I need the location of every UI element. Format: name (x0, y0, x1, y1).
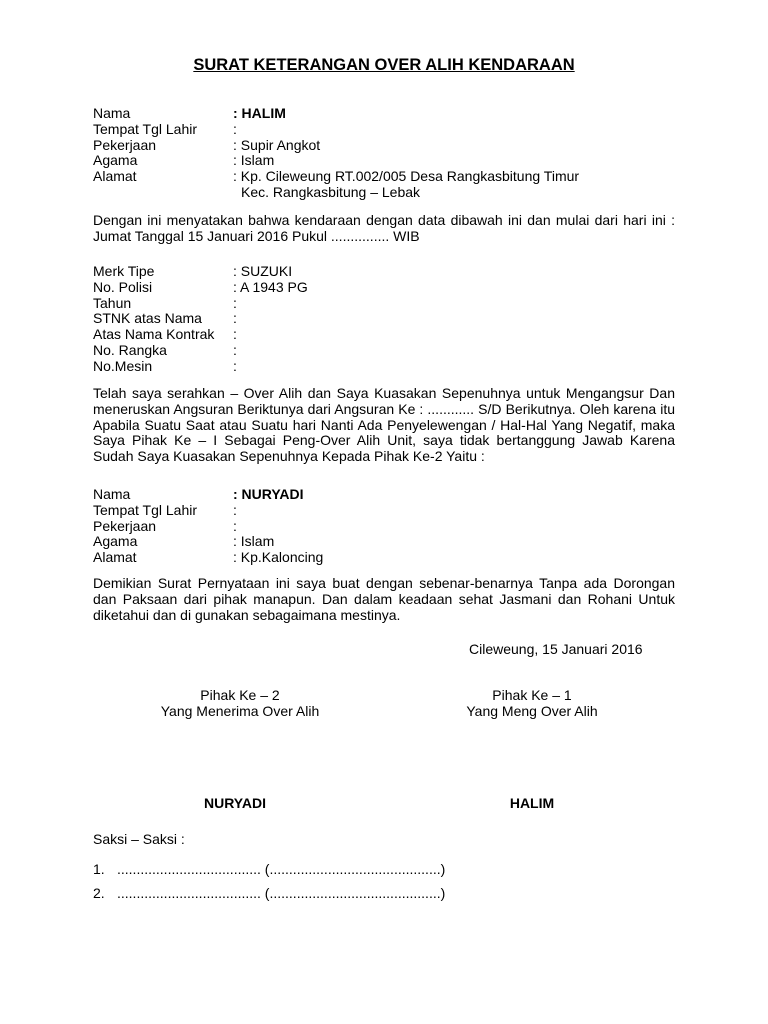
field-value: : Islam (233, 152, 275, 169)
document-title: SURAT KETERANGAN OVER ALIH KENDARAAN (193, 56, 575, 74)
address-continuation: Kec. Rangkasbitung – Lebak (241, 183, 421, 200)
party2-row-birth (93, 503, 693, 519)
field-value: : Islam (233, 533, 275, 550)
field-value: : HALIM (233, 105, 286, 121)
field-value: : Kp.Kaloncing (233, 549, 324, 566)
vehicle-table (93, 264, 693, 375)
field-label: Pekerjaan (93, 136, 157, 153)
field-label: Tempat Tgl Lahir (93, 120, 198, 137)
witness-number: 2. (93, 885, 105, 901)
witness-line: ..................................... (............................................) (117, 861, 446, 877)
vehicle-row-engine (93, 359, 693, 375)
field-label: Tahun (93, 294, 132, 311)
place-date: Cileweung, 15 Januari 2016 (469, 641, 643, 657)
closing-paragraph: Demikian Surat Pernyataan ini saya buat dengan sebenar-benarnya Tanpa ada Dorongan dan Paksaan dari pihak manapun. Dan dalam keadaan sehat Jasmani dan Rohani Untuk diketahui dan di gunakan sebagaimana mestinya. (93, 575, 675, 623)
field-value: : (233, 310, 237, 327)
vehicle-row-brand (93, 264, 693, 280)
field-label: Alamat (93, 168, 137, 185)
field-value: : (233, 120, 237, 137)
party1-row-religion (93, 153, 693, 169)
party2-row-name (93, 487, 693, 503)
field-value: : A 1943 PG (233, 278, 308, 295)
party1-row-birth (93, 122, 693, 138)
field-value: : NURYADI (233, 486, 304, 502)
party2-row-job (93, 519, 693, 535)
vehicle-row-plate (93, 280, 693, 296)
party1-row-job (93, 138, 693, 154)
field-value: : (233, 326, 237, 343)
field-value: : Kp. Cileweung RT.002/005 Desa Rangkasbitung Timur (233, 168, 580, 185)
field-value: : (233, 517, 237, 534)
field-label: Tempat Tgl Lahir (93, 501, 198, 518)
party1-row-address-cont (93, 185, 693, 201)
party1-row-name (93, 106, 693, 122)
signature-right-line2: Yang Meng Over Alih (466, 703, 598, 719)
signature-right-line1: Pihak Ke – 1 (492, 687, 572, 703)
field-value: : Supir Angkot (233, 136, 321, 153)
field-label: Alamat (93, 549, 137, 566)
field-label: Pekerjaan (93, 517, 157, 534)
vehicle-row-year (93, 296, 693, 312)
field-label: Atas Nama Kontrak (93, 326, 215, 343)
field-label: Nama (93, 486, 131, 502)
field-value: : (233, 341, 237, 358)
field-value: : (233, 294, 237, 311)
witness-number: 1. (93, 861, 105, 877)
signature-left-name: NURYADI (204, 795, 266, 811)
signature-right-name: HALIM (509, 795, 555, 811)
vehicle-row-stnk (93, 311, 693, 327)
handover-paragraph: Telah saya serahkan – Over Alih dan Saya Kuasakan Sepenuhnya untuk Mengangsur Dan meneruskan Angsuran Beriktunya dari Angsuran Ke : ............ S/D Berikutnya. Oleh karena itu Apabila Suatu Saat atau Suatu hari Nanti Ada Penyelewengan / Hal-Hal Yang Negatif, maka Saya Pihak Ke – I Sebagai Peng-Over Alih Unit, saya tidak bertanggung Jawab Karena Sudah Saya Kuasakan Sepenuhnya Kepada Pihak Ke-2 Yaitu : (93, 385, 675, 465)
party2-row-religion (93, 534, 693, 550)
field-label: Merk Tipe (93, 263, 155, 279)
witness-line: ..................................... (............................................) (117, 885, 446, 901)
vehicle-row-chassis (93, 343, 693, 359)
party1-row-address (93, 169, 693, 185)
field-label: STNK atas Nama (93, 310, 202, 327)
statement-paragraph: Dengan ini menyatakan bahwa kendaraan dengan data dibawah ini dan mulai dari hari ini : Jumat Tanggal 15 Januari 2016 Pukul ............... WIB (93, 212, 675, 244)
field-value: : (233, 357, 237, 374)
field-label: No. Polisi (93, 278, 153, 295)
party1-table (93, 106, 693, 201)
field-label: Agama (93, 152, 138, 169)
field-label: No.Mesin (93, 357, 153, 374)
signature-left-line2: Yang Menerima Over Alih (160, 703, 320, 719)
party2-row-address (93, 550, 693, 566)
field-value: : SUZUKI (233, 263, 293, 279)
vehicle-row-contract (93, 327, 693, 343)
field-value: : (233, 501, 237, 518)
field-label: Nama (93, 105, 131, 121)
signature-left-line1: Pihak Ke – 2 (200, 687, 280, 703)
party2-table (93, 487, 693, 566)
witnesses-label: Saksi – Saksi : (93, 831, 185, 847)
field-label: Agama (93, 533, 138, 550)
field-label: No. Rangka (93, 341, 167, 358)
